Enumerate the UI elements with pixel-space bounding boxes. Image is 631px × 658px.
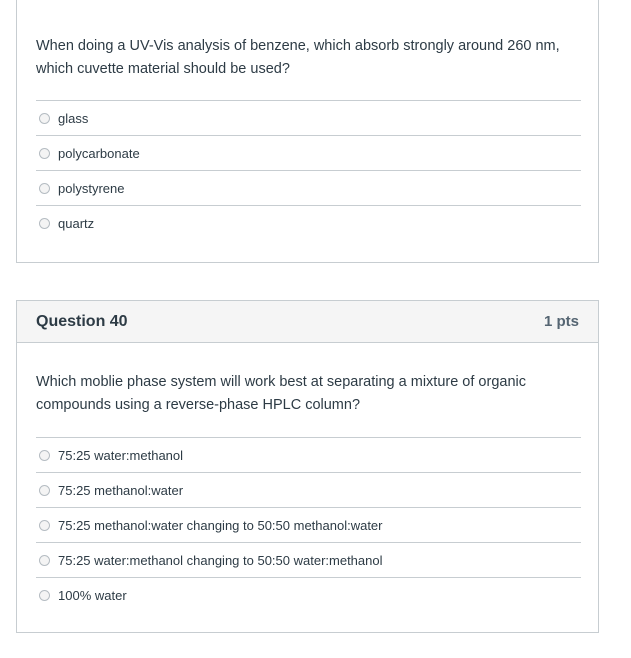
answer-option[interactable]	[36, 577, 581, 612]
answer-option[interactable]	[36, 100, 581, 135]
answer-option[interactable]	[36, 437, 581, 472]
answer-option[interactable]	[36, 135, 581, 170]
radio-button[interactable]	[39, 450, 50, 461]
answer-label: polycarbonate	[58, 145, 140, 161]
answer-label: 75:25 methanol:water changing to 50:50 methanol:water	[58, 517, 383, 533]
answer-label: 75:25 water:methanol	[58, 447, 184, 463]
answer-label: quartz	[58, 215, 95, 231]
radio-button[interactable]	[39, 113, 50, 124]
answer-option[interactable]	[36, 542, 581, 577]
answer-label: 75:25 water:methanol changing to 50:50 water:methanol	[58, 552, 383, 568]
question-header	[17, 301, 598, 343]
radio-button[interactable]	[39, 520, 50, 531]
radio-button[interactable]	[39, 555, 50, 566]
answer-label: 100% water	[58, 587, 127, 603]
radio-button[interactable]	[39, 218, 50, 229]
answer-list	[36, 100, 581, 240]
answer-option[interactable]	[36, 170, 581, 205]
radio-button[interactable]	[39, 148, 50, 159]
question-text: When doing a UV-Vis analysis of benzene, which absorb strongly around 260 nm, which cuvette material should be used?	[36, 38, 560, 77]
answer-list	[36, 437, 581, 612]
question-title: Question 40	[36, 312, 128, 330]
question-39-card	[16, 0, 599, 263]
answer-label: 75:25 methanol:water	[58, 482, 184, 498]
answer-option[interactable]	[36, 472, 581, 507]
answer-option[interactable]	[36, 507, 581, 542]
answer-label: glass	[58, 110, 89, 126]
question-points: 1 pts	[543, 313, 579, 330]
answer-label: polystyrene	[58, 180, 125, 196]
radio-button[interactable]	[39, 183, 50, 194]
radio-button[interactable]	[39, 590, 50, 601]
answer-option[interactable]	[36, 205, 581, 240]
question-40-card	[16, 300, 599, 633]
radio-button[interactable]	[39, 485, 50, 496]
question-text: Which moblie phase system will work best at separating a mixture of organic compounds using a reverse-phase HPLC column?	[36, 374, 526, 413]
